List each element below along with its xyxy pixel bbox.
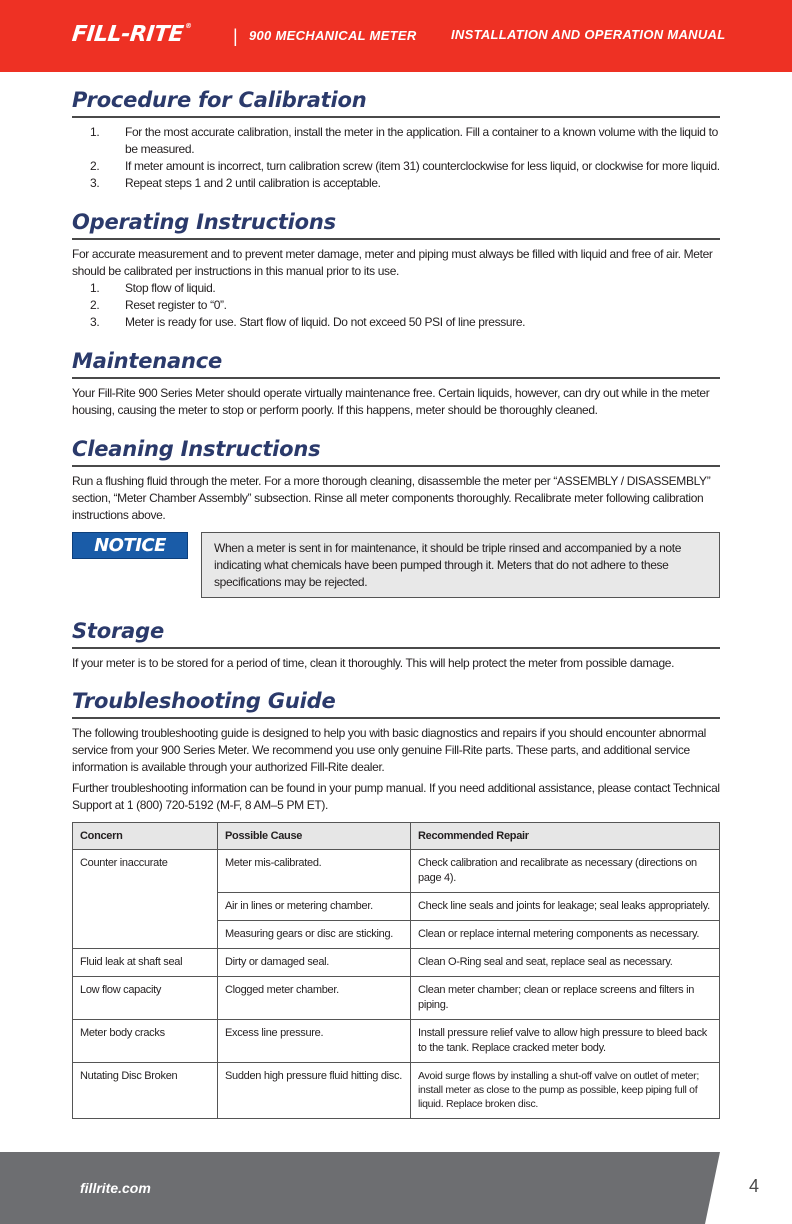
step-text: Reset register to “0”. xyxy=(125,298,227,312)
table-row xyxy=(73,949,720,977)
footer-url-link[interactable]: fillrite.com xyxy=(80,1180,151,1196)
calibration-title: Procedure for Calibration xyxy=(72,86,720,118)
troubleshooting-contact: Further troubleshooting information can be found in your pump manual. If you need additional assistance, please contact Technical Support at 1 (800) 720-5192 (M-F, 8 AM–5 PM ET). xyxy=(72,781,720,812)
fill-rite-logo xyxy=(71,22,192,47)
storage-text: If your meter is to be stored for a period of time, clean it thoroughly. This will help protect the meter from possible damage. xyxy=(72,656,675,670)
table-row xyxy=(73,977,720,1020)
notice-text: When a meter is sent in for maintenance, it should be triple rinsed and accompanied by a note indicating what chemicals have been pumped through it. Meters that do not adhere to these specifications may be rejected. xyxy=(201,532,720,598)
step-number: 2. xyxy=(90,298,100,312)
repair-cell: Clean O-Ring seal and seat, replace seal as necessary. xyxy=(411,949,720,977)
cause-cell: Meter mis-calibrated. xyxy=(218,850,411,893)
repair-cell: Install pressure relief valve to allow high pressure to bleed back to the tank. Replace cracked meter body. xyxy=(411,1020,720,1063)
header-concern: Concern xyxy=(73,823,218,850)
table-row xyxy=(73,1020,720,1063)
repair-cell: Clean meter chamber; clean or replace screens and filters in piping. xyxy=(411,977,720,1020)
cause-cell: Excess line pressure. xyxy=(218,1020,411,1063)
concern-cell: Counter inaccurate xyxy=(73,850,218,949)
step-number: 2. xyxy=(90,159,100,173)
cleaning-title: Cleaning Instructions xyxy=(72,435,720,467)
calibration-step xyxy=(72,175,720,192)
notice-row xyxy=(72,532,720,600)
step-text: For the most accurate calibration, install the meter in the application. Fill a container to a known volume with the liquid to be measured. xyxy=(125,125,718,156)
notice-badge: NOTICE xyxy=(72,532,188,559)
repair-cell: Check calibration and recalibrate as necessary (directions on page 4). xyxy=(411,850,720,893)
concern-cell: Meter body cracks xyxy=(73,1020,218,1063)
step-number: 3. xyxy=(90,176,100,190)
calibration-step xyxy=(72,158,720,175)
page-header xyxy=(0,0,792,72)
operating-steps xyxy=(72,280,720,331)
maintenance-title: Maintenance xyxy=(72,347,720,379)
cause-cell: Dirty or damaged seal. xyxy=(218,949,411,977)
step-number: 1. xyxy=(90,125,100,139)
operating-step xyxy=(72,314,720,331)
header-repair: Recommended Repair xyxy=(411,823,720,850)
cause-cell: Air in lines or metering chamber. xyxy=(218,893,411,921)
operating-title: Operating Instructions xyxy=(72,208,720,240)
maintenance-text: Your Fill-Rite 900 Series Meter should operate virtually maintenance free. Certain liquids, however, can dry out while in the meter housing, causing the meter to stop or perform poorly. If this happens, meter should be thoroughly cleaned. xyxy=(72,386,710,417)
troubleshooting-intro: The following troubleshooting guide is designed to help you with basic diagnostics and repairs if you should encounter abnormal service from your 900 Series Meter. We recommend you use only genuine Fill-Rite parts. These parts, and additional service information is available through your authorized Fill-Rite dealer. xyxy=(72,726,706,774)
operating-step xyxy=(72,280,720,297)
troubleshooting-table xyxy=(72,822,720,1119)
concern-cell: Low flow capacity xyxy=(73,977,218,1020)
cleaning-text: Run a flushing fluid through the meter. For a more thorough cleaning, disassemble the meter per “ASSEMBLY / DISASSEMBLY” section, “Meter Chamber Assembly” subsection. Rinse all meter components thoroughly. Recalibrate meter following calibration instructions above. xyxy=(72,474,711,522)
table-row xyxy=(73,850,720,893)
repair-cell: Check line seals and joints for leakage; seal leaks appropriately. xyxy=(411,893,720,921)
table-row xyxy=(73,1063,720,1119)
step-text: Stop flow of liquid. xyxy=(125,281,216,295)
step-text: Meter is ready for use. Start flow of liquid. Do not exceed 50 PSI of line pressure. xyxy=(125,315,526,329)
manual-title: INSTALLATION AND OPERATION MANUAL xyxy=(451,27,726,42)
header-cause: Possible Cause xyxy=(218,823,411,850)
operating-step xyxy=(72,297,720,314)
page-number: 4 xyxy=(749,1176,760,1196)
repair-cell: Clean or replace internal metering components as necessary. xyxy=(411,921,720,949)
storage-title: Storage xyxy=(72,617,720,649)
header-separator: | xyxy=(233,26,238,46)
concern-cell: Nutating Disc Broken xyxy=(73,1063,218,1119)
cause-cell: Measuring gears or disc are sticking. xyxy=(218,921,411,949)
step-text: Repeat steps 1 and 2 until calibration is acceptable. xyxy=(125,176,381,190)
page-content xyxy=(72,86,720,1119)
operating-intro: For accurate measurement and to prevent meter damage, meter and piping must always be filled with liquid and free of air. Meter should be calibrated per instructions in this manual prior to its use. xyxy=(72,247,713,278)
calibration-steps xyxy=(72,124,720,192)
step-text: If meter amount is incorrect, turn calibration screw (item 31) counterclockwise for less liquid, or clockwise for more liquid. xyxy=(125,159,720,173)
logo-trademark: ® xyxy=(184,22,192,30)
repair-cell: Avoid surge flows by installing a shut-off valve on outlet of meter; install meter as close to the pump as possible, keep piping full of liquid. Replace broken disc. xyxy=(411,1063,720,1119)
product-name: 900 MECHANICAL METER xyxy=(249,28,417,43)
troubleshooting-title: Troubleshooting Guide xyxy=(72,687,720,719)
step-number: 1. xyxy=(90,281,100,295)
calibration-step xyxy=(72,124,720,158)
table-header-row xyxy=(73,823,720,850)
logo-text: FILL-RITE xyxy=(70,22,185,47)
cause-cell: Clogged meter chamber. xyxy=(218,977,411,1020)
concern-cell: Fluid leak at shaft seal xyxy=(73,949,218,977)
step-number: 3. xyxy=(90,315,100,329)
cause-cell: Sudden high pressure fluid hitting disc. xyxy=(218,1063,411,1119)
